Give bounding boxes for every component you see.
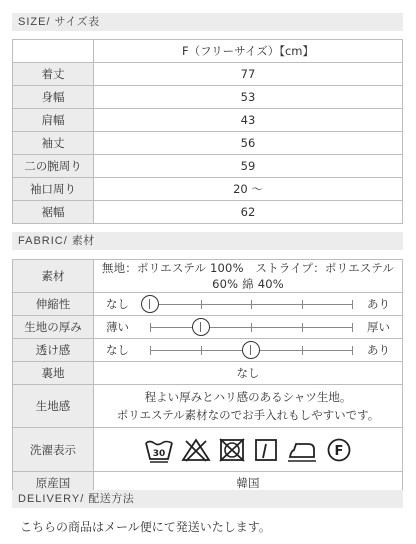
origin-value: 韓国 [94,472,403,495]
thickness-scale-left: 薄い [106,320,129,334]
lining-row [13,362,403,385]
size-label: 袖口周り [13,178,94,201]
table-row [13,201,403,224]
size-value: 77 [94,63,403,86]
size-header-en: SIZE/ [18,16,51,28]
stretch-scale-indicator [141,295,159,313]
wash-temp-text: 30 [152,448,165,459]
scale-tick [352,346,353,355]
stretch-row [13,293,403,316]
size-value: 56 [94,132,403,155]
fabric-table [12,259,403,495]
size-column-header: F（フリーサイズ）【cm】 [94,40,403,63]
sheerness-row [13,339,403,362]
size-table-corner [13,40,94,63]
wash-30-icon [144,437,174,463]
size-label: 裾幅 [13,201,94,224]
delivery-header-en: DELIVERY/ [18,493,85,505]
lining-label: 裏地 [13,362,94,385]
stretch-scale-cell [94,293,403,316]
scale-tick [150,346,151,355]
sheerness-scale-right: あり [367,343,390,357]
fabric-header-en: FABRIC/ [18,235,68,247]
feel-line-1: 程よい厚みとハリ感のあるシャツ生地。 [144,390,352,404]
material-label: 素材 [13,260,94,293]
care-icons [94,428,402,471]
size-table [12,39,403,224]
material-value: 無地：ポリエステル 100% ストライプ：ポリエステル 60% 綿 40% [94,260,403,293]
size-label: 身幅 [13,86,94,109]
size-value: 53 [94,86,403,109]
sheerness-scale-indicator [242,341,260,359]
care-row [13,428,403,472]
material-row [13,260,403,293]
no-tumble-dry-icon [218,437,246,463]
thickness-label: 生地の厚み [13,316,94,339]
scale-tick [251,323,252,332]
delivery-section-header [12,490,403,508]
scale-tick [302,323,303,332]
thickness-scale-right: 厚い [367,320,390,334]
size-header-jp: サイズ表 [54,15,100,28]
size-label: 二の腕周り [13,155,94,178]
sheerness-scale-left: なし [106,343,129,357]
size-value: 20 〜 [94,178,403,201]
fabric-section-header [12,232,403,250]
scale-tick [201,300,202,309]
sheerness-label: 透け感 [13,339,94,362]
scale-tick [352,300,353,309]
size-value: 59 [94,155,403,178]
care-label: 洗濯表示 [13,428,94,472]
thickness-scale-indicator [192,318,210,336]
scale-tick [352,323,353,332]
thickness-scale-track [150,327,352,328]
feel-line-2: ポリエステル素材なのでお手入れもしやすいです。 [116,408,380,422]
scale-tick [251,300,252,309]
size-label: 袖丈 [13,132,94,155]
feel-label: 生地感 [13,385,94,428]
fabric-header-jp: 素材 [71,234,95,247]
feel-row [13,385,403,428]
stretch-scale-right: あり [367,297,390,311]
no-bleach-icon [181,437,211,463]
size-label: 肩幅 [13,109,94,132]
stretch-scale-left: なし [106,297,129,311]
scale-tick [201,346,202,355]
table-row [13,86,403,109]
scale-tick [150,323,151,332]
size-value: 62 [94,201,403,224]
line-dry-icon [253,437,279,463]
scale-tick [302,300,303,309]
sheerness-scale-track [150,350,352,351]
scale-tick [302,346,303,355]
table-row [13,109,403,132]
table-row [13,178,403,201]
stretch-scale-track [150,304,352,305]
size-value: 43 [94,109,403,132]
origin-label: 原産国 [13,472,94,495]
feel-value [94,385,403,428]
lining-value: なし [94,362,403,385]
care-icons-cell [94,428,403,472]
stretch-label: 伸縮性 [13,293,94,316]
size-table-header-row [13,40,403,63]
thickness-row [13,316,403,339]
table-row [13,155,403,178]
delivery-text: こちらの商品はメール便にて発送いたします。 [20,520,271,534]
low-iron-icon [286,437,318,463]
dry-clean-letter: F [334,443,343,459]
size-section-header [12,13,403,31]
dry-clean-f-icon [325,437,353,463]
table-row [13,132,403,155]
sheerness-scale-cell [94,339,403,362]
size-label: 着丈 [13,63,94,86]
thickness-scale-cell [94,316,403,339]
delivery-header-jp: 配送方法 [88,492,135,505]
table-row [13,63,403,86]
